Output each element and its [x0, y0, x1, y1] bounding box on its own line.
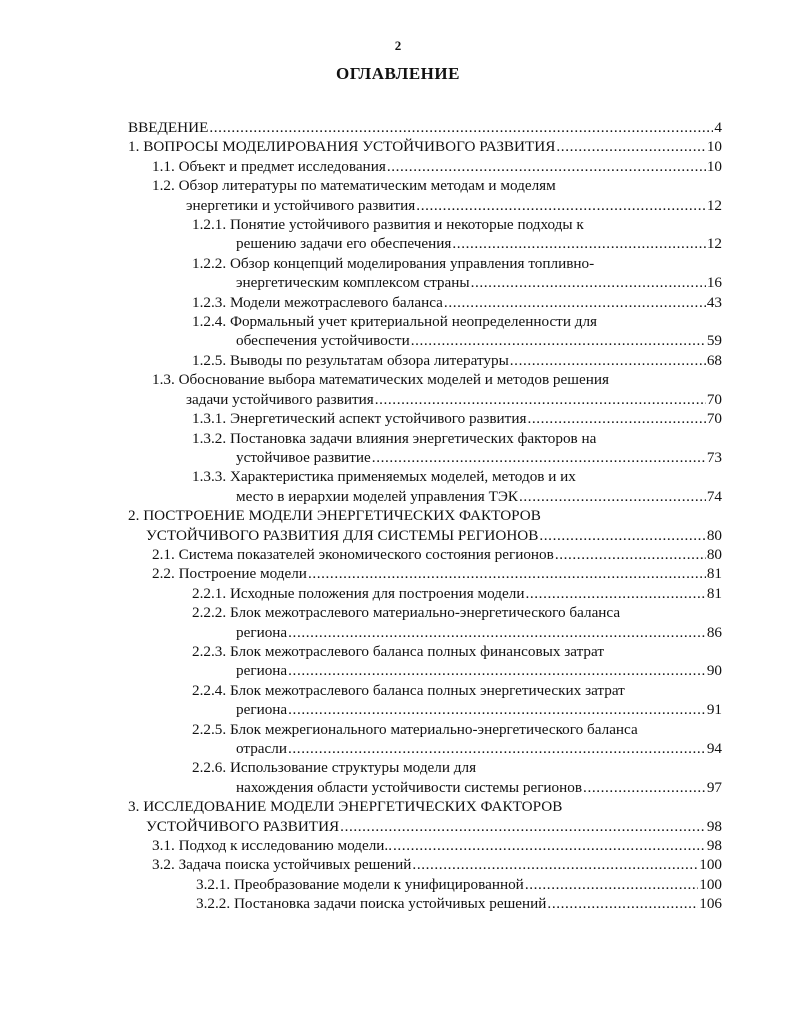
toc-entry[interactable]: [128, 467, 722, 506]
toc-page-number: 81: [706, 565, 722, 583]
toc-entry-line: [128, 855, 722, 874]
toc-page-number: 12: [706, 196, 722, 214]
dot-leader: [393, 836, 706, 855]
toc-entry-line: [128, 487, 722, 506]
dot-leader: [556, 137, 705, 156]
toc-entry-text: 2.2.1. Исходные положения для построения модели: [192, 584, 525, 602]
toc-entry-text: 1.2.4. Формальный учет критериальной неопределенности для: [192, 313, 598, 331]
dot-leader: [510, 351, 706, 370]
dot-leader: [308, 564, 706, 583]
toc-entry-text: 2.1. Система показателей экономического состояния регионов: [152, 545, 554, 563]
toc-entry-line: [128, 545, 722, 564]
toc-entry-text: решению задачи его обеспечения: [236, 235, 452, 253]
toc-entry-text: 1.2.2. Обзор концепций моделирования управления топливно-: [192, 254, 595, 272]
dot-leader: [583, 778, 706, 797]
toc-entry-text: 3.2.2. Постановка задачи поиска устойчивых решений: [196, 895, 547, 913]
toc-entry-line: [128, 293, 722, 312]
toc-entry-line: [128, 758, 722, 777]
toc-page-number: 90: [706, 662, 722, 680]
toc-entry-line: [128, 875, 722, 894]
toc-entry-text: отрасли: [236, 740, 287, 757]
toc-entry-line: [128, 603, 722, 622]
toc-page-number: 70: [706, 410, 722, 428]
toc-page-number: 91: [706, 701, 722, 719]
toc-entry[interactable]: [128, 429, 722, 468]
toc-page-number: 97: [706, 778, 722, 796]
toc-entry[interactable]: [128, 506, 722, 545]
toc-entry-line: [128, 564, 722, 583]
toc-entry-text: 1.3. Обоснование выбора математических моделей и методов решения: [152, 371, 609, 389]
toc-page-number: 74: [706, 487, 722, 505]
dot-leader: [340, 817, 706, 836]
toc-entry-line: [128, 467, 722, 486]
toc-entry[interactable]: [128, 137, 722, 156]
toc-entry-text: 3.2.1. Преобразование модели к унифицированной: [196, 875, 524, 893]
toc-entry-text: УСТОЙЧИВОГО РАЗВИТИЯ ДЛЯ СИСТЕМЫ РЕГИОНОВ: [146, 526, 539, 544]
toc-entry-text: устойчивое развитие: [236, 448, 371, 466]
toc-entry-text: региона: [236, 623, 288, 641]
toc-entry[interactable]: [128, 176, 722, 215]
toc-entry-line: [128, 137, 722, 156]
toc-entry-line: [128, 196, 722, 215]
toc-page-number: 98: [706, 817, 722, 835]
toc-page-number: 86: [706, 623, 722, 641]
toc-entry-text: региона: [236, 662, 288, 680]
dot-leader: [525, 584, 705, 603]
toc-entry-line: [128, 894, 722, 913]
toc-entry-line: [128, 739, 722, 758]
toc-entry-text: 2.2.5. Блок межрегионального материально-энергетического баланса: [192, 720, 638, 738]
toc-entry-text: 1. ВОПРОСЫ МОДЕЛИРОВАНИЯ УСТОЙЧИВОГО РАЗВИТИЯ: [128, 138, 556, 156]
toc-entry-line: [128, 584, 722, 603]
dot-leader: [444, 293, 706, 312]
dot-leader: [288, 739, 706, 758]
toc-entry-line: [128, 700, 722, 719]
toc-entry-text: 1.3.2. Постановка задачи влияния энергетических факторов на: [192, 429, 597, 447]
toc-entry-line: [128, 176, 722, 195]
toc-entry-text: 2.2. Построение модели: [152, 565, 307, 583]
toc-entry-text: ВВЕДЕНИЕ: [128, 119, 209, 136]
toc-entry-line: [128, 720, 722, 739]
toc-page-number: 59: [706, 332, 722, 350]
toc-entry-text: задачи устойчивого развития: [186, 390, 374, 408]
toc-page-number: 106: [699, 895, 722, 913]
toc-entry-text: региона: [236, 701, 288, 719]
toc-entry-text: 1.2. Обзор литературы по математическим методам и моделям: [152, 177, 556, 195]
dot-leader: [387, 157, 706, 176]
toc-entry-line: [128, 157, 722, 176]
toc-page-number: 12: [706, 235, 722, 253]
toc-entry[interactable]: [128, 564, 722, 583]
toc-entry[interactable]: [128, 293, 722, 312]
toc-entry[interactable]: [128, 545, 722, 564]
toc-entry-line: [128, 817, 722, 836]
toc-entry-line: [128, 623, 722, 642]
toc-entry-line: [128, 331, 722, 350]
toc-entry-line: [128, 429, 722, 448]
dot-leader: [416, 196, 706, 215]
dot-leader: [555, 545, 706, 564]
toc-entry-text: место в иерархии моделей управления ТЭК: [236, 487, 519, 505]
toc-entry[interactable]: [128, 157, 722, 176]
toc-entry-line: [128, 351, 722, 370]
toc-entry-text: 1.2.1. Понятие устойчивого развития и некоторые подходы к: [192, 216, 584, 234]
toc-page-number: 68: [706, 351, 722, 369]
toc-page-number: 43: [706, 293, 722, 311]
toc-entry[interactable]: [128, 118, 722, 137]
toc-entry-text: 1.2.3. Модели межотраслевого баланса: [192, 293, 443, 311]
dot-leader: [452, 234, 705, 253]
dot-leader: [411, 331, 706, 350]
toc-entry-line: [128, 661, 722, 680]
toc-entry-line: [128, 506, 722, 525]
toc-entry[interactable]: [128, 836, 722, 855]
toc-entry-line: [128, 526, 722, 545]
toc-entry[interactable]: [128, 312, 722, 351]
toc-entry-text: 3.2. Задача поиска устойчивых решений: [152, 856, 412, 874]
toc-entry-text: 3.1. Подход к исследованию модели..: [152, 837, 392, 855]
dot-leader: [519, 487, 706, 506]
toc-entry[interactable]: [128, 409, 722, 428]
toc-entry-line: [128, 409, 722, 428]
toc-entry[interactable]: [128, 215, 722, 254]
toc-page-number: 100: [699, 856, 722, 874]
toc-page-number: 4: [714, 119, 722, 136]
toc-entry-text: 2.2.2. Блок межотраслевого материально-энергетического баланса: [192, 604, 621, 622]
toc-entry-text: энергетическим комплексом страны: [236, 274, 470, 292]
dot-leader: [288, 623, 706, 642]
toc-page-number: 73: [706, 448, 722, 466]
toc-page-number: 94: [706, 740, 722, 757]
toc-entry-line: [128, 390, 722, 409]
dot-leader: [527, 409, 705, 428]
toc-entry-line: [128, 370, 722, 389]
toc-page-number: 10: [706, 157, 722, 175]
toc-entry-line: [128, 836, 722, 855]
toc-entry[interactable]: [128, 370, 722, 409]
toc-page-number: 98: [706, 837, 722, 855]
toc-page-number: 80: [706, 526, 722, 544]
toc-entry-line: [128, 215, 722, 234]
dot-leader: [471, 273, 706, 292]
toc-page-number: 16: [706, 274, 722, 292]
toc-entry-text: 1.3.1. Энергетический аспект устойчивого развития: [192, 410, 527, 428]
toc-entry[interactable]: [128, 642, 722, 681]
toc-entry-text: 2. ПОСТРОЕНИЕ МОДЕЛИ ЭНЕРГЕТИЧЕСКИХ ФАКТОРОВ: [128, 507, 541, 525]
toc-entry-line: [128, 797, 722, 816]
toc-entry-line: [128, 254, 722, 273]
toc-page-number: 10: [706, 138, 722, 156]
toc-entry-line: [128, 778, 722, 797]
dot-leader: [288, 700, 706, 719]
toc-entry-text: 3. ИССЛЕДОВАНИЕ МОДЕЛИ ЭНЕРГЕТИЧЕСКИХ ФАКТОРОВ: [128, 798, 563, 816]
toc-page-number: 70: [706, 390, 722, 408]
toc-entry-line: [128, 681, 722, 700]
toc-entry[interactable]: [128, 758, 722, 797]
toc-entry-text: нахождения области устойчивости системы регионов: [236, 778, 583, 796]
toc-entry-line: [128, 234, 722, 253]
dot-leader: [525, 875, 698, 894]
dot-leader: [547, 894, 698, 913]
dot-leader: [539, 526, 705, 545]
toc-entry-text: 2.2.4. Блок межотраслевого баланса полных энергетических затрат: [192, 681, 625, 699]
dot-leader: [209, 118, 713, 137]
page-number: 2: [394, 38, 402, 53]
toc-entry-text: 1.2.5. Выводы по результатам обзора литературы: [192, 351, 509, 369]
toc-entry-line: [128, 273, 722, 292]
toc-entry[interactable]: [128, 894, 722, 913]
toc-entry[interactable]: [128, 603, 722, 642]
toc-entry-line: [128, 312, 722, 331]
toc-entry-line: [128, 642, 722, 661]
toc-entry-text: 1.1. Объект и предмет исследования: [152, 157, 386, 175]
toc-entry-line: [128, 448, 722, 467]
toc-entry-text: 2.2.3. Блок межотраслевого баланса полных финансовых затрат: [192, 642, 604, 660]
page-title: ОГЛАВЛЕНИЕ: [336, 64, 460, 83]
toc-page-number: 100: [699, 875, 722, 893]
toc-entry[interactable]: [128, 720, 722, 759]
toc-page-number: 81: [706, 584, 722, 602]
toc-page-number: 80: [706, 545, 722, 563]
table-of-contents: [128, 118, 722, 914]
toc-entry[interactable]: [128, 254, 722, 293]
dot-leader: [288, 661, 706, 680]
dot-leader: [412, 855, 698, 874]
toc-entry-text: энергетики и устойчивого развития: [186, 196, 416, 214]
toc-entry-text: 1.3.3. Характеристика применяемых моделей, методов и их: [192, 468, 576, 486]
toc-entry-text: УСТОЙЧИВОГО РАЗВИТИЯ: [146, 817, 340, 835]
dot-leader: [372, 448, 706, 467]
toc-entry[interactable]: [128, 584, 722, 603]
dot-leader: [375, 390, 706, 409]
toc-entry[interactable]: [128, 797, 722, 836]
toc-entry[interactable]: [128, 855, 722, 874]
toc-entry-text: 2.2.6. Использование структуры модели для: [192, 759, 477, 777]
toc-entry[interactable]: [128, 681, 722, 720]
toc-entry-line: [128, 118, 722, 137]
toc-entry[interactable]: [128, 351, 722, 370]
toc-entry-text: обеспечения устойчивости: [236, 332, 410, 350]
toc-entry[interactable]: [128, 875, 722, 894]
